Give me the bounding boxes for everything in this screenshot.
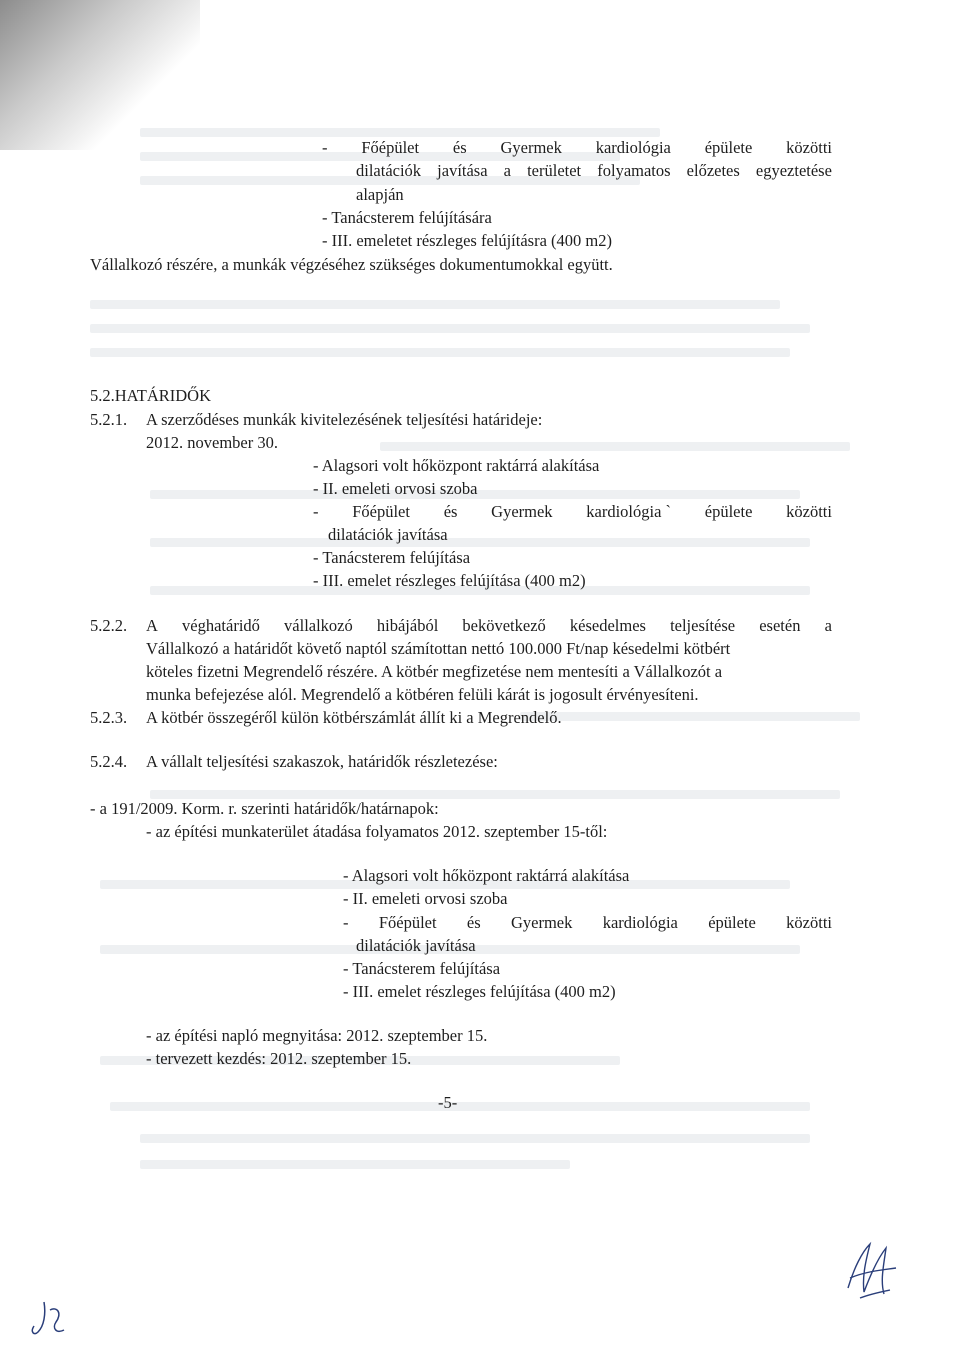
schedule-item: - III. emelet részleges felújítása (400 m2) [343,982,616,1001]
bleed-through-line [380,442,850,451]
clause-5-2-2-line-2: Vállalkozó a határidőt követő naptól számítottan nettó 100.000 Ft/nap késedelmi kötbért [146,639,731,658]
bleed-through-line [140,128,660,137]
bleed-through-line [150,790,840,799]
clause-5-2-3-text: A kötbér összegéről külön kötbérszámlát állít ki a Megrendelő. [146,708,562,727]
bleed-through-line [90,324,810,333]
clause-5-2-2-line-4: munka befejezése alól. Megrendelő a kötbéren felüli kárát is jogosult érvényesíteni. [146,685,699,704]
header-line-5: - III. emeletet részleges felújításra (400 m2) [322,231,612,250]
clause-number-5-2-1: 5.2.1. [90,410,128,429]
header-line-2: dilatációk javítása a területet folyamatos előzetes egyeztetése [356,161,832,180]
clause-number-5-2-2: 5.2.2. [90,616,128,635]
clause-5-2-1-text: A szerződéses munkák kivitelezésének teljesítési határideje: [146,410,543,429]
deadline-item: - Tanácsterem felújítása [313,548,471,567]
deadline-item: - II. emeleti orvosi szoba [313,479,478,498]
clause-number-5-2-3: 5.2.3. [90,708,128,727]
schedule-handover: - az építési munkaterület átadása folyamatos 2012. szeptember 15-től: [146,822,608,841]
bleed-through-line [90,300,780,309]
header-line-1: - Főépület és Gyermek kardiológia épülete közötti [322,138,832,157]
schedule-log-open: - az építési napló megnyitása: 2012. szeptember 15. [146,1026,488,1045]
header-line-3: alapján [356,185,404,204]
bleed-through-line [520,712,860,721]
schedule-item: - Alagsori volt hőközpont raktárrá alakítása [343,866,630,885]
schedule-item-continuation: dilatációk javítása [356,936,476,955]
deadline-date: 2012. november 30. [146,433,278,452]
header-line-4: - Tanácsterem felújítására [322,208,492,227]
bleed-through-line [140,1134,810,1143]
section-heading: 5.2.HATÁRIDŐK [90,386,211,405]
bleed-through-line [140,1160,570,1169]
deadline-item-continuation: dilatációk javítása [328,525,448,544]
header-line-6: Vállalkozó részére, a munkák végzéséhez szükséges dokumentumokkal együtt. [90,255,613,274]
signature-icon [840,1238,900,1302]
deadline-item: - Főépület és Gyermek kardiológia ` épülete közötti [313,502,832,521]
deadline-item: - Alagsori volt hőközpont raktárrá alakítása [313,456,600,475]
clause-5-2-4-text: A vállalt teljesítési szakaszok, határidők részletezése: [146,752,498,771]
schedule-item: - II. emeleti orvosi szoba [343,889,508,908]
bleed-through-line [150,538,810,547]
schedule-planned-start: - tervezett kezdés: 2012. szeptember 15. [146,1049,412,1068]
clause-5-2-2-line-1: A véghatáridő vállalkozó hibájából bekövetkező késedelmes teljesítése esetén a [146,616,832,635]
schedule-item: - Tanácsterem felújítása [343,959,501,978]
schedule-item: - Főépület és Gyermek kardiológia épülete közötti [343,913,832,932]
bleed-through-line [90,348,790,357]
page-number: -5- [438,1093,458,1112]
deadline-item: - III. emelet részleges felújítása (400 m2) [313,571,586,590]
bleed-through-line [110,1102,810,1111]
schedule-decree: - a 191/2009. Korm. r. szerinti határidők/határnapok: [90,799,439,818]
clause-number-5-2-4: 5.2.4. [90,752,128,771]
clause-5-2-2-line-3: köteles fizetni Megrendelő részére. A kötbér megfizetése nem mentesíti a Vállalkozót a [146,662,723,681]
handwritten-initials-icon [26,1296,70,1340]
